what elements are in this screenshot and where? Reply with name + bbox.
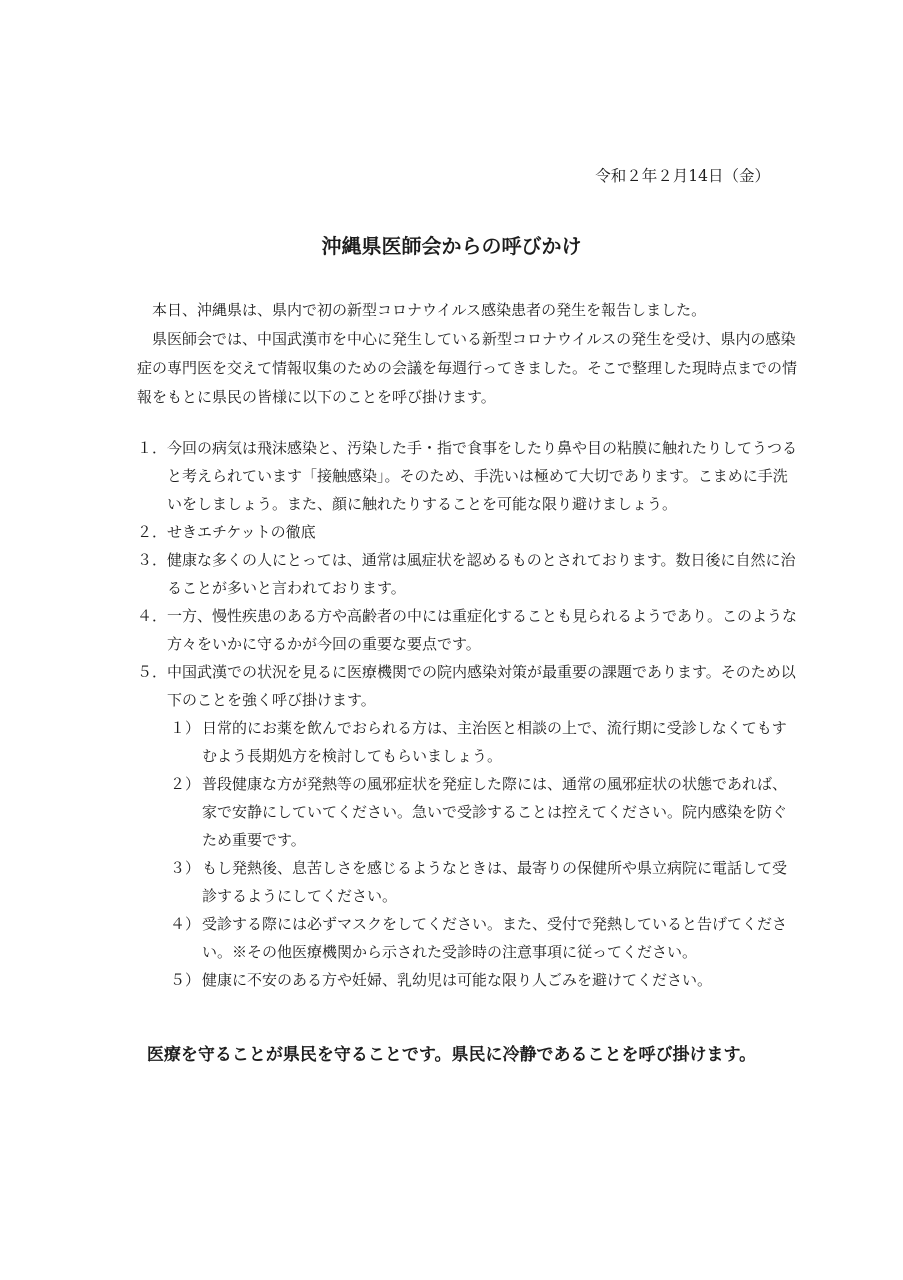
- list-item-number: ４．: [137, 607, 168, 625]
- intro-section: [137, 296, 797, 412]
- list-item: [137, 658, 797, 714]
- sub-list-item: [137, 770, 797, 854]
- list-item-text: 中国武漢での状況を見るに医療機関での院内感染対策が最重要の課題であります。そのため以下のことを強く呼び掛けます。: [167, 663, 796, 709]
- list-item-text: せきエチケットの徹底: [167, 523, 316, 541]
- document-title: 沖縄県医師会からの呼びかけ: [321, 234, 582, 258]
- list-item-text: 一方、慢性疾患のある方や高齢者の中には重症化することも見られるようであり。このような方々をいかに守るかが今回の重要な要点です。: [167, 607, 798, 653]
- sub-list-item: [137, 910, 797, 966]
- sub-item-text: 受診する際には必ずマスクをしてください。また、受付で発熱していると告げてください。※その他医療機関から示された受診時の注意事項に従ってください。: [202, 915, 788, 961]
- sub-list-item: [137, 854, 797, 910]
- document-date: 令和２年２月14日（金）: [595, 167, 770, 185]
- sub-item-number: １）: [170, 719, 201, 737]
- sub-item-text: 健康に不安のある方や妊婦、乳幼児は可能な限り人ごみを避けてください。: [202, 971, 713, 989]
- sub-list-item: [137, 966, 797, 994]
- list-item-text: 今回の病気は飛沫感染と、汚染した手・指で食事をしたり鼻や目の粘膜に触れたりしてうつると考えられています「接触感染」。そのため、手洗いは極めて大切であります。こまめに手洗いをしましょう。また、顔に触れたりすることを可能な限り避けましょう。: [167, 439, 798, 513]
- sub-item-number: ３）: [170, 859, 201, 877]
- list-item: [137, 518, 797, 546]
- list-item: [137, 546, 797, 602]
- sub-item-number: ２）: [170, 775, 201, 793]
- list-item-number: １．: [137, 439, 168, 457]
- sub-item-text: 日常的にお薬を飲んでおられる方は、主治医と相談の上で、流行期に受診しなくてもすむよう長期処方を検討してもらいましょう。: [202, 719, 787, 765]
- intro-paragraph: 県医師会では、中国武漢市を中心に発生している新型コロナウイルスの発生を受け、県内の感染症の専門医を交えて情報収集のための会議を毎週行ってきました。そこで整理した現時点までの情報をもとに県民の皆様に以下のことを呼び掛けます。: [137, 330, 798, 406]
- numbered-list: [137, 434, 797, 994]
- sub-item-number: ５）: [170, 971, 201, 989]
- sub-item-number: ４）: [170, 915, 201, 933]
- closing-statement: 医療を守ることが県民を守ることです。県民に冷静であることを呼び掛けます。: [146, 1045, 757, 1065]
- list-item-number: ３．: [137, 551, 168, 569]
- list-item-number: ２．: [137, 523, 168, 541]
- list-item-text: 健康な多くの人にとっては、通常は風症状を認めるものとされております。数日後に自然に治ることが多いと言われております。: [167, 551, 796, 597]
- list-item: [137, 602, 797, 658]
- sub-list-item: [137, 714, 797, 770]
- sub-item-text: 普段健康な方が発熱等の風邪症状を発症した際には、通常の風邪症状の状態であれば、家で安静にしていてください。急いで受診することは控えてください。院内感染を防ぐため重要です。: [202, 775, 788, 849]
- intro-paragraph: 本日、沖縄県は、県内で初の新型コロナウイルス感染患者の発生を報告しました。: [152, 301, 707, 319]
- list-item: [137, 434, 797, 518]
- list-item-number: ５．: [137, 663, 168, 681]
- sub-item-text: もし発熱後、息苦しさを感じるようなときは、最寄りの保健所や県立病院に電話して受診するようにしてください。: [202, 859, 788, 905]
